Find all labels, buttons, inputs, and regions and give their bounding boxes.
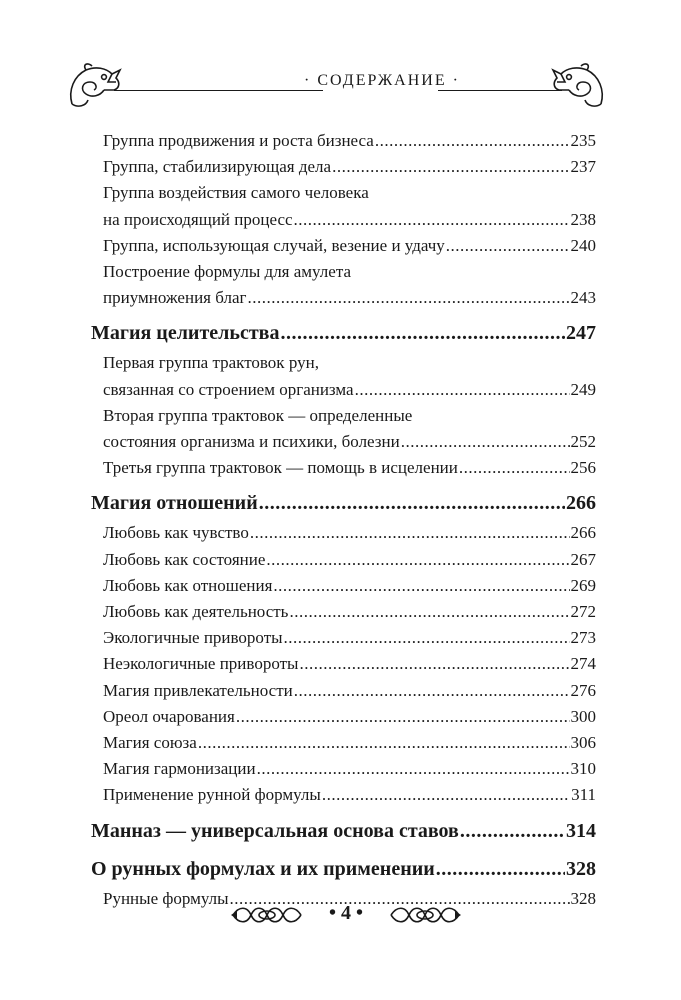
dragon-ornament-left-icon bbox=[66, 60, 124, 112]
page-number: • 4 • bbox=[328, 902, 363, 924]
toc-entry: Ореол очарования ..... 300 bbox=[91, 704, 596, 730]
toc-entry-line1: Первая группа трактовок рун, bbox=[103, 353, 319, 373]
toc-entry: Магия союза ..... 306 bbox=[91, 730, 596, 756]
dragon-ornament-right-icon bbox=[549, 60, 607, 112]
toc-entry: Любовь как деятельность ..... 272 bbox=[91, 599, 596, 625]
toc-section-heading: Магия целительства ..... 247 bbox=[91, 318, 596, 349]
toc-entry: Группа, стабилизирующая дела ..... 237 bbox=[91, 154, 596, 180]
header-rule-left bbox=[114, 90, 323, 91]
toc-section-heading: О рунных формулах и их применении ..... 328 bbox=[91, 854, 596, 885]
knot-ornament-right-icon bbox=[389, 902, 461, 928]
table-of-contents bbox=[91, 128, 596, 912]
toc-entry: приумножения благ ..... 243 bbox=[91, 285, 596, 311]
toc-section-heading: Магия отношений ..... 266 bbox=[91, 488, 596, 519]
header-rule-right bbox=[438, 90, 562, 91]
toc-entry: Любовь как чувство ..... 266 bbox=[91, 520, 596, 546]
toc-section-heading: Манназ — универсальная основа ставов ..... 314 bbox=[91, 816, 596, 847]
toc-entry: Любовь как отношения ..... 269 bbox=[91, 573, 596, 599]
toc-entry: Применение рунной формулы ..... 311 bbox=[91, 782, 596, 808]
toc-entry: Группа, использующая случай, везение и удачу ..... 240 bbox=[91, 233, 596, 259]
toc-entry: состояния организма и психики, болезни ..... 252 bbox=[91, 429, 596, 455]
toc-entry-line1: Группа воздействия самого человека bbox=[103, 183, 369, 203]
toc-entry: на происходящий процесс ..... 238 bbox=[91, 207, 596, 233]
page-header bbox=[66, 60, 607, 112]
page-footer bbox=[231, 898, 461, 934]
toc-entry: Магия гармонизации ..... 310 bbox=[91, 756, 596, 782]
toc-entry: Неэкологичные привороты ..... 274 bbox=[91, 651, 596, 677]
toc-entry: Третья группа трактовок — помощь в исцелении ..... 256 bbox=[91, 455, 596, 481]
page-title: · СОДЕРЖАНИЕ · bbox=[266, 72, 498, 90]
toc-entry: Рунные формулы ..... 328 bbox=[91, 886, 596, 912]
toc-entry: Магия привлекательности ..... 276 bbox=[91, 678, 596, 704]
toc-entry: Любовь как состояние ..... 267 bbox=[91, 547, 596, 573]
toc-entry: связанная со строением организма ..... 249 bbox=[91, 377, 596, 403]
toc-entry-line1: Вторая группа трактовок — определенные bbox=[103, 405, 413, 425]
toc-entry-line1: Построение формулы для амулета bbox=[103, 262, 352, 282]
knot-ornament-left-icon bbox=[231, 902, 303, 928]
toc-entry: Группа продвижения и роста бизнеса ..... 235 bbox=[91, 128, 596, 154]
toc-entry: Экологичные привороты ..... 273 bbox=[91, 625, 596, 651]
